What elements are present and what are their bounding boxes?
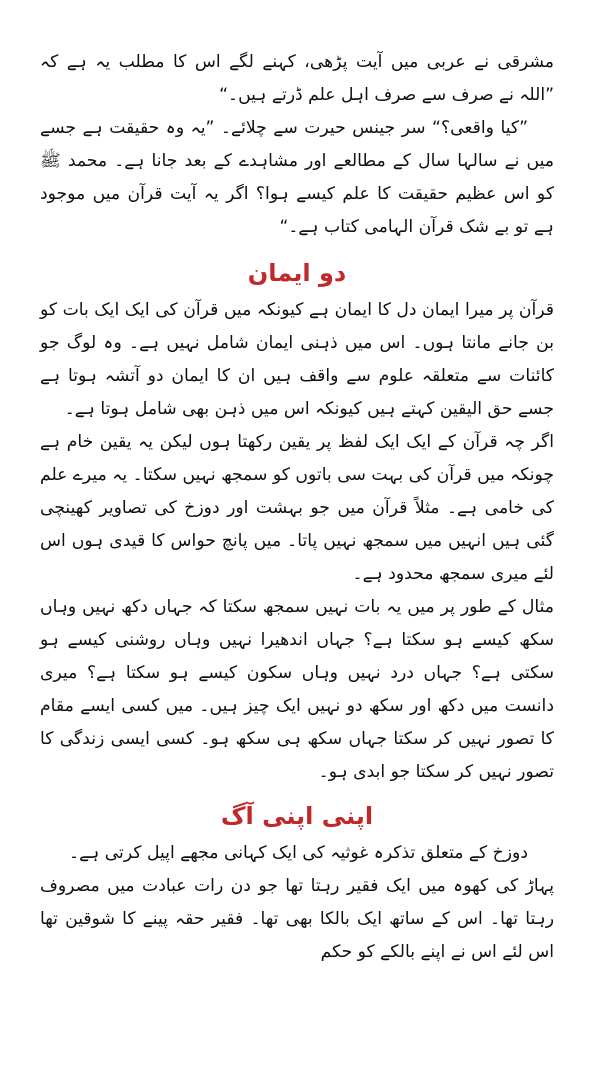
paragraph-pain-and-pleasure: مثال کے طور پر میں یہ بات نہیں سمجھ سکتا کہ جہاں دکھ نہیں وہاں سکھ کیسے ہو سکتا ہے؟ جہاں اندھیرا نہیں وہاں روشنی کیسے ہو سکتی ہے؟ جہاں درد نہیں وہاں سکون کیسے ہو سکتا ہے؟ میری دانست میں دکھ اور سکھ دو نہیں ایک چیز ہیں۔ میں کسی ایسے مقام کا تصور نہیں کر سکتا جہاں سکھ ہی سکھ ہو۔ کسی ایسی زندگی کا تصور نہیں کر سکتا جو ابدی ہو۔ [40,597,554,782]
paragraph-hell-story-intro: دوزخ کے متعلق تذکرہ غوثیہ کی ایک کہانی مجھے اپیل کرتی ہے۔ [69,843,528,863]
paragraph-fakir-story: پہاڑ کی کھوہ میں ایک فقیر رہتا تھا جو دن رات عبادت میں مصروف رہتا تھا۔ اس کے ساتھ ایک بالکا بھی تھا۔ فقیر حقہ پینے کا شوقین تھا اس لئے اس نے اپنے بالکے کو حکم [40,876,554,962]
paragraph-faith-heart: قرآن پر میرا ایمان دل کا ایمان ہے کیونکہ میں قرآن کی ایک ایک بات کو بن جانے مانتا ہوں۔ اس میں ذہنی ایمان شامل نہیں ہے۔ وہ لوگ جو کائنات سے متعلقہ علوم سے واقف ہیں ان کا ایمان دو آتشہ ہوتا ہے جسے حق الیقین کہتے ہیں کیونکہ اس میں ذہن بھی شامل ہوتا ہے۔ [40,300,554,419]
paragraph-faith-raw: اگر چہ قرآن کے ایک ایک لفظ پر یقین رکھتا ہوں لیکن یہ یقین خام ہے چونکہ میں قرآن کی بہت سی باتوں کو سمجھ نہیں سکتا۔ یہ میرے علم کی خامی ہے۔ مثلاً قرآن میں جو بہشت اور دوزخ کی تصاویر کھینچی گئی ہیں انہیں میں سمجھ نہیں پاتا۔ میں پانچ حواس کا قیدی ہوں اس لئے میری سمجھ محدود ہے۔ [40,432,554,584]
paragraph-jeans-reaction: ”کیا واقعی؟“ سر جینس حیرت سے چلائے۔ ”یہ وہ حقیقت ہے جسے میں نے سالہا سال کے مطالعے اور مشاہدے کے بعد جانا ہے۔ محمد ﷺ کو اس عظیم حقیقت کا علم کیسے ہوا؟ اگر یہ آیت قرآن میں موجود ہے تو بے شک قرآن الہامی کتاب ہے۔“ [40,118,554,237]
section-heading-do-iman: دو ایمان [247,259,347,287]
section-heading-apni-apni-aag: اپنی اپنی آگ [220,802,374,830]
paragraph-quran-verse: مشرقی نے عربی میں آیت پڑھی، کہنے لگے اس کا مطلب یہ ہے کہ ”اللہ نے صرف سے صرف اہل علم ڈرتے ہیں۔“ [40,52,554,105]
book-page [40,46,554,1056]
